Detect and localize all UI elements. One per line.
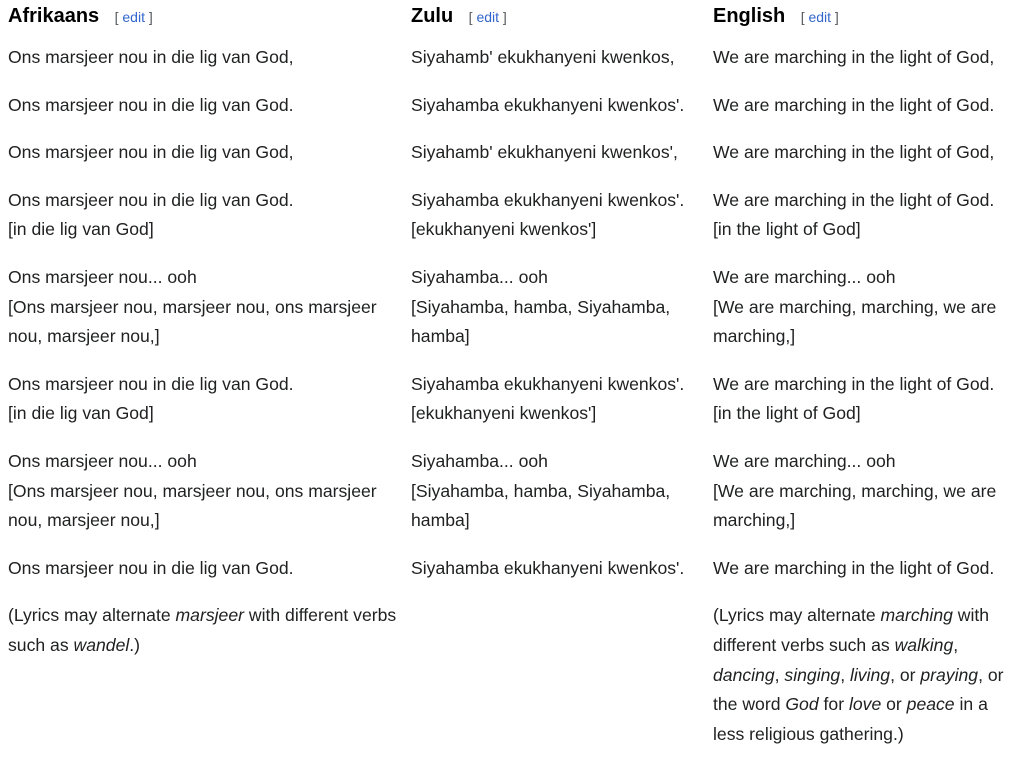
lyric-line: Ons marsjeer nou in die lig van God. xyxy=(8,557,294,578)
edit-link[interactable]: edit xyxy=(476,9,500,25)
lyric-line: We are marching in the light of God. xyxy=(713,373,995,394)
lyric-stanza xyxy=(8,138,403,168)
lyric-line: Ons marsjeer nou in die lig van God. xyxy=(8,373,294,394)
lyric-line: [Siyahamba, hamba, Siyahamba, xyxy=(411,296,671,317)
lyric-stanza xyxy=(713,186,1019,245)
lyric-stanza xyxy=(411,370,707,429)
note-italic: praying xyxy=(920,664,979,685)
note-text: with different verbs such as xyxy=(713,605,990,655)
lyric-stanza xyxy=(8,186,403,245)
lyric-line: nou, marsjeer nou,] xyxy=(8,510,160,531)
note-text: , or the word xyxy=(713,664,1004,715)
note-text: (Lyrics may alternate xyxy=(713,605,881,626)
lyric-line: [We are marching, marching, we are xyxy=(713,480,997,501)
stanza-list xyxy=(411,43,707,583)
column-afrikaans xyxy=(8,0,403,661)
lyrics-note xyxy=(713,601,1019,749)
edit-section: [ edit ] xyxy=(800,9,839,25)
lyric-line: Ons marsjeer nou in die lig van God. xyxy=(8,94,294,115)
lyric-line: Ons marsjeer nou... ooh xyxy=(8,266,197,287)
lyric-line: marching,] xyxy=(713,326,796,347)
lyric-stanza xyxy=(8,263,403,352)
lyric-stanza xyxy=(713,447,1019,536)
lyric-line: [in the light of God] xyxy=(713,403,861,424)
lyric-line: [Ons marsjeer nou, marsjeer nou, ons marsjeer xyxy=(8,296,377,317)
lyric-line: hamba] xyxy=(411,326,470,347)
lyric-line: Ons marsjeer nou in die lig van God, xyxy=(8,142,294,163)
note-italic: dancing xyxy=(713,664,775,685)
lyric-line: Siyahamba ekukhanyeni kwenkos'. xyxy=(411,373,685,394)
note-italic: marsjeer xyxy=(175,605,244,626)
lyric-stanza xyxy=(411,186,707,245)
lyric-line: [in die lig van God] xyxy=(8,219,154,240)
lyric-stanza xyxy=(713,91,1019,121)
lyric-line: hamba] xyxy=(411,510,470,531)
lyric-stanza xyxy=(8,43,403,73)
edit-link[interactable]: edit xyxy=(122,9,145,25)
lyric-line: We are marching in the light of God, xyxy=(713,142,995,163)
lyric-line: Siyahamba ekukhanyeni kwenkos'. xyxy=(411,94,685,115)
lyric-line: [ekukhanyeni kwenkos'] xyxy=(411,403,597,424)
note-italic: walking xyxy=(894,634,954,655)
lyric-stanza xyxy=(411,91,707,121)
note-italic: love xyxy=(848,694,882,715)
lyric-line: We are marching... ooh xyxy=(713,450,896,471)
stanza-list xyxy=(713,43,1019,583)
lyric-line: Siyahamba... ooh xyxy=(411,450,548,471)
lyric-line: [Ons marsjeer nou, marsjeer nou, ons marsjeer xyxy=(8,480,377,501)
lyric-line: We are marching in the light of God. xyxy=(713,94,995,115)
note-italic: God xyxy=(785,694,819,715)
lyric-stanza xyxy=(411,43,707,73)
note-text: with different verbs such as xyxy=(8,605,397,655)
heading-title: English xyxy=(713,5,786,27)
column-english xyxy=(713,0,1019,749)
lyric-line: We are marching in the light of God, xyxy=(713,47,995,67)
lyric-line: Siyahamb' ekukhanyeni kwenkos', xyxy=(411,142,678,163)
lyric-stanza xyxy=(713,370,1019,429)
lyric-line: [in the light of God] xyxy=(713,219,861,240)
lyric-line: We are marching in the light of God. xyxy=(713,189,995,210)
lyric-line: [We are marching, marching, we are xyxy=(713,296,997,317)
note-text: , xyxy=(953,634,959,655)
lyric-line: Siyahamb' ekukhanyeni kwenkos, xyxy=(411,47,675,67)
edit-section: [ edit ] xyxy=(468,9,507,25)
lyric-stanza xyxy=(411,263,707,352)
lyric-stanza xyxy=(411,138,707,168)
note-text: , xyxy=(840,664,850,685)
heading-title: Zulu xyxy=(411,5,454,27)
section-heading-english xyxy=(713,5,1019,43)
section-heading-afrikaans xyxy=(8,5,403,43)
lyrics-note xyxy=(8,601,403,660)
note-text: for xyxy=(818,694,849,715)
lyric-line: Siyahamba ekukhanyeni kwenkos'. xyxy=(411,557,685,578)
edit-section: [ edit ] xyxy=(114,9,153,25)
note-text: , xyxy=(774,664,785,685)
note-italic: living xyxy=(849,664,891,685)
lyric-line: Ons marsjeer nou in die lig van God. xyxy=(8,189,294,210)
note-text: , or xyxy=(890,664,921,685)
lyric-stanza xyxy=(713,43,1019,73)
lyric-stanza xyxy=(8,91,403,121)
note-italic: peace xyxy=(906,694,955,715)
lyric-line: [in die lig van God] xyxy=(8,403,154,424)
lyric-line: Ons marsjeer nou... ooh xyxy=(8,450,197,471)
lyric-line: We are marching in the light of God. xyxy=(713,557,995,578)
lyric-stanza xyxy=(713,554,1019,584)
lyric-line: Siyahamba... ooh xyxy=(411,266,548,287)
lyric-line: Ons marsjeer nou in die lig van God, xyxy=(8,47,294,67)
lyric-stanza xyxy=(713,263,1019,352)
note-text: or xyxy=(881,694,907,715)
lyric-line: Siyahamba ekukhanyeni kwenkos'. xyxy=(411,189,685,210)
lyric-stanza xyxy=(8,447,403,536)
lyric-line: We are marching... ooh xyxy=(713,266,896,287)
lyric-line: [ekukhanyeni kwenkos'] xyxy=(411,219,597,240)
note-italic: singing xyxy=(784,664,841,685)
note-text: (Lyrics may alternate xyxy=(8,605,176,626)
lyric-line: [Siyahamba, hamba, Siyahamba, xyxy=(411,480,671,501)
heading-title: Afrikaans xyxy=(8,5,100,27)
lyric-stanza xyxy=(713,138,1019,168)
lyric-line: nou, marsjeer nou,] xyxy=(8,326,160,347)
section-heading-zulu xyxy=(411,5,707,43)
lyric-stanza xyxy=(8,370,403,429)
lyric-stanza xyxy=(411,554,707,584)
stanza-list xyxy=(8,43,403,583)
note-italic: wandel xyxy=(73,634,130,655)
lyric-line: marching,] xyxy=(713,510,796,531)
note-text: .) xyxy=(129,634,141,655)
lyric-stanza xyxy=(8,554,403,584)
lyric-stanza xyxy=(411,447,707,536)
column-zulu xyxy=(411,0,707,601)
note-text: in a less religious gathering.) xyxy=(713,694,988,744)
note-italic: marching xyxy=(880,605,953,626)
edit-link[interactable]: edit xyxy=(808,9,832,25)
